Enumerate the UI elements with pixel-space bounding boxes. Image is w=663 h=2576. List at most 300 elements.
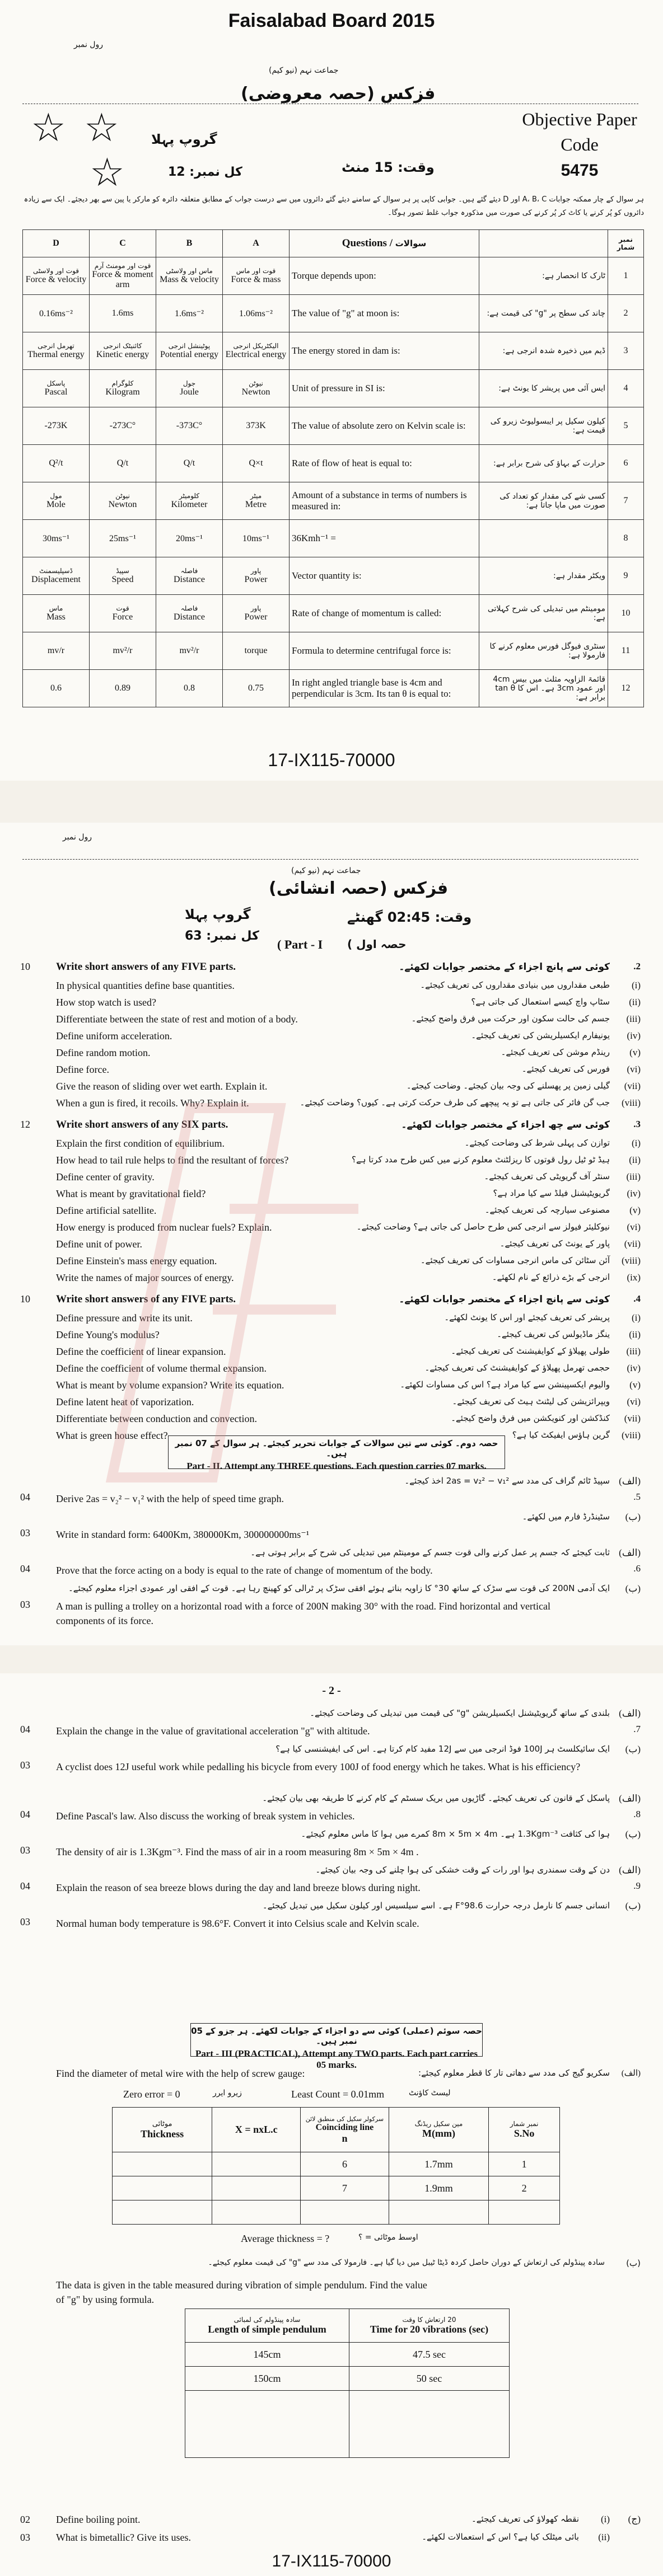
- question-text: Rate of change of momentum is called:: [290, 595, 479, 632]
- question-urdu: پریشر کی تعریف کیجئے اور اس کا یونٹ لکھئے۔: [444, 1312, 610, 1322]
- question-english: Define force.: [56, 1064, 109, 1075]
- question-urdu: نیوکلیئر فیولز سے انرجی کس طرح حاصل کی جاتی ہے؟ وضاحت کیجئے۔: [356, 1222, 610, 1232]
- table-row: [185, 2343, 510, 2367]
- question-item: [0, 1221, 663, 1237]
- long-question-english: Explain the change in the value of gravitational acceleration "g" with altitude.: [56, 1725, 370, 1737]
- option-a: 373K: [223, 407, 290, 445]
- practical-c-sub: (ج): [628, 2514, 641, 2525]
- question-item: [0, 1153, 663, 1170]
- long-question-urdu-text: دن کے وقت سمندری ہوا اور رات کے وقت خشکی کی ہوا چلنے کی وجہ بیان کیجئے۔: [315, 1865, 610, 1875]
- question-text: The energy stored in dam is:: [290, 332, 479, 370]
- long-question-urdu-text: سپیڈ ٹائم گراف کی مدد سے 2as = v₂² − v₁² اخذ کیجئے۔: [404, 1476, 610, 1486]
- option-b: mv²/r: [156, 632, 223, 670]
- long-question-number: .7: [633, 1724, 641, 1734]
- long-question-english: A cyclist does 12J useful work while pedalling his bicycle from every 100J of food energy which he takes. What is his efficiency?: [56, 1761, 581, 1772]
- long-question-urdu: [0, 1546, 663, 1563]
- question-text: Torque depends upon:: [290, 257, 479, 295]
- long-question-marks: 04: [20, 1563, 30, 1574]
- th-x: X = nxL.c: [212, 2108, 301, 2152]
- long-question-sub-urdu: (ب): [625, 1583, 641, 1594]
- option-a: قوت اور ماس Force & mass: [223, 257, 290, 295]
- question-text: Unit of pressure in SI is:: [290, 370, 479, 407]
- long-question-sub-urdu: (ب): [625, 1512, 641, 1522]
- question-item: [0, 1237, 663, 1254]
- section-marks: 12: [20, 1119, 30, 1130]
- long-question-urdu-text: ہوا کی کثافت 1.3Kgm⁻³ ہے۔ 8m × 5m × 4m کمرے میں ہوا کا ماس معلوم کیجئے۔: [301, 1829, 610, 1839]
- question-number: 2: [608, 295, 644, 332]
- question-number: 4: [608, 370, 644, 407]
- question-number: 9: [608, 557, 644, 595]
- cell-n: 6: [301, 2152, 389, 2176]
- long-question-number: .8: [633, 1809, 641, 1819]
- long-question-english: Prove that the force acting on a body is equal to the rate of change of momentum of the body.: [56, 1565, 433, 1576]
- question-item: [0, 979, 663, 996]
- long-question-marks: 04: [20, 1491, 30, 1503]
- question-english: Define center of gravity.: [56, 1171, 155, 1183]
- question-roman: (iii): [626, 1346, 641, 1357]
- cell-m: 1.7mm: [389, 2152, 488, 2176]
- long-question-english: Define Pascal's law. Also discuss the working of break system in vehicles.: [56, 1810, 355, 1822]
- practical-b-urdu: سادہ پینڈولم کی ارتعاش کے دوران حاصل کردہ ڈیٹا ٹیبل میں دیا گیا ہے۔ فارمولا کی مدد سے "g" کی قیمت معلوم کیجئے۔: [208, 2258, 605, 2267]
- long-question-marks: 03: [20, 1759, 30, 1771]
- question-english: What is meant by volume expansion? Write its equation.: [56, 1380, 284, 1391]
- question-urdu: طبعی مقداروں میں بنیادی مقداروں کی تعریف کیجئے۔: [420, 980, 610, 990]
- col-a: A: [223, 230, 290, 257]
- section-heading: [0, 1118, 663, 1134]
- long-question-urdu-text: سٹینڈرڈ فارم میں لکھئے۔: [522, 1512, 610, 1522]
- question-item: [0, 1328, 663, 1345]
- question-urdu: ایس آئی میں پریشر کا یونٹ ہے:: [479, 370, 608, 407]
- practical-c-urdu: نقطہ کھولاؤ کی تعریف کیجئے۔: [471, 2514, 579, 2524]
- question-urdu: یونیفارم ایکسیلریشن کی تعریف کیجئے۔: [471, 1030, 610, 1040]
- question-roman: (i): [631, 1138, 641, 1148]
- question-urdu: والیوم ایکسپینشن سے کیا مراد ہے؟ اس کی مساوات لکھئے۔: [400, 1380, 610, 1390]
- question-english: Define pressure and write its unit.: [56, 1312, 193, 1324]
- practical-b-english: The data is given in the table measured during vibration of simple pendulum. Find the value of "g" by using formula.: [56, 2279, 427, 2305]
- instructions: ہر سوال کے چار ممکنہ جوابات A، B، C اور D دیئے گئے ہیں۔ جوابی کاپی پر ہر سوال کے سامنے دیئے گئے دائروں میں سے درست جواب کے مطابق متعلقہ دائرہ کو مارکر یا پین سے بھر دیجئے۔ ایک سے زیادہ دائروں کو پُر کرنے یا کاٹ کر پُر کرنے کی صورت میں مذکورہ جواب غلط تصور ہوگا۔: [24, 195, 644, 217]
- option-c: کائنیٹک انرجی Kinetic energy: [90, 332, 156, 370]
- question-english: How stop watch is used?: [56, 997, 156, 1008]
- option-d: ماس Mass: [23, 595, 90, 632]
- option-a: 0.75: [223, 670, 290, 707]
- long-questions: [0, 1475, 663, 1643]
- question-english: Define artificial satellite.: [56, 1205, 157, 1216]
- section-heading: [0, 1292, 663, 1309]
- roll-no-line: [22, 859, 638, 860]
- question-number: 10: [608, 595, 644, 632]
- table-row: [113, 2176, 560, 2200]
- option-a: نیوٹن Newton: [223, 370, 290, 407]
- question-roman: (vii): [624, 1238, 641, 1249]
- question-roman: (ii): [629, 1155, 641, 1165]
- question-roman: (iv): [627, 1188, 641, 1199]
- question-roman: (v): [629, 1205, 641, 1216]
- th-thickness: موٹائی Thickness: [113, 2108, 212, 2152]
- long-question-english: The density of air is 1.3Kgm⁻³. Find the mass of air in a room measuring 8m × 5m × 4m .: [56, 1846, 419, 1857]
- option-b: فاصلہ Distance: [156, 557, 223, 595]
- question-urdu: کنڈکشن اور کنویکشن میں فرق واضح کیجئے۔: [451, 1413, 610, 1423]
- question-roman: (vi): [627, 1064, 641, 1074]
- question-item: [0, 1412, 663, 1429]
- long-question-marks: 03: [20, 1527, 30, 1538]
- question-english: Define Einstein's mass energy equation.: [56, 1255, 217, 1266]
- long-question-urdu-text: ثابت کیجئے کہ جسم پر عمل کرنے والی قوت جسم کے مومینٹم میں تبدیلی کی شرح کے برابر ہوتی ہے۔: [250, 1547, 610, 1557]
- cell-length: 145cm: [185, 2343, 349, 2367]
- question-english: Define random motion.: [56, 1047, 151, 1058]
- question-roman: (vii): [624, 1413, 641, 1424]
- question-english: Define Young's modulus?: [56, 1329, 160, 1340]
- question-urdu: طولی پھیلاؤ کے کوایفیشنٹ کی تعریف کیجئے۔: [451, 1346, 610, 1356]
- footer-code: 17-IX115-70000: [272, 2552, 391, 2570]
- long-question-urdu: [0, 1899, 663, 1916]
- least-count-urdu: لیسٹ کاؤنٹ: [409, 2089, 451, 2098]
- section-heading-urdu: کوئی سے پانچ اجزاء کے مختصر جوابات لکھئے۔: [399, 1294, 610, 1305]
- long-questions: [0, 1707, 663, 2043]
- practical-c-roman: (ii): [598, 2532, 610, 2542]
- question-urdu: قائمۃ الزاویہ مثلث میں بیس 4cm اور عمود 3cm ہے۔ اس کا tan θ برابر ہے:: [479, 670, 608, 707]
- question-urdu: گریویٹیشنل فیلڈ سے کیا مراد ہے؟: [493, 1188, 610, 1198]
- long-question-number: .9: [633, 1880, 641, 1891]
- option-b: کلومیٹر Kilometer: [156, 482, 223, 520]
- th-coinciding: سرکولر سکیل کی منطبق لائن Coinciding line n: [301, 2108, 389, 2152]
- section-heading-english: Write short answers of any FIVE parts.: [56, 1293, 236, 1305]
- section-marks: 10: [20, 1293, 30, 1305]
- question-text: Vector quantity is:: [290, 557, 479, 595]
- question-urdu: حجمی تھرمل پھیلاؤ کے کوایفیشنٹ کی تعریف کیجئے۔: [424, 1363, 610, 1373]
- long-question-urdu: [0, 1707, 663, 1724]
- question-item: [0, 1395, 663, 1412]
- cell-length: 150cm: [185, 2367, 349, 2391]
- question-urdu: کیلون سکیل پر ایبسولیوٹ زیرو کی قیمت ہے:: [479, 407, 608, 445]
- option-a: 10ms⁻¹: [223, 520, 290, 557]
- long-question-marks: 03: [20, 1599, 30, 1610]
- option-c: 1.6ms: [90, 295, 156, 332]
- question-roman: (ii): [629, 997, 641, 1007]
- practical-c-english: Define boiling point.: [56, 2514, 141, 2525]
- cell-time: 47.5 sec: [349, 2343, 510, 2367]
- question-urdu: جب گن فائر کی جاتی ہے تو یہ پیچھے کی طرف حرکت کرتی ہے۔ کیوں؟ وضاحت کیجئے۔: [300, 1097, 610, 1108]
- practical-c-item: [0, 2531, 663, 2547]
- star-icon: ☆: [90, 152, 125, 195]
- question-urdu: جسم کی حالت سکون اور حرکت میں فرق واضح کیجئے۔: [411, 1013, 610, 1024]
- option-c: قوت Force: [90, 595, 156, 632]
- long-question-sub-urdu: (الف): [619, 1793, 641, 1804]
- question-english: In physical quantities define base quantities.: [56, 980, 235, 991]
- option-d: قوت اور ولاسٹی Force & velocity: [23, 257, 90, 295]
- question-roman: (ix): [627, 1272, 641, 1283]
- question-item: [0, 1187, 663, 1204]
- practical-c: [0, 2513, 663, 2552]
- option-b: جول Joule: [156, 370, 223, 407]
- question-urdu: گرین ہاؤس ایفیکٹ کیا ہے؟: [512, 1430, 610, 1440]
- col-b: B: [156, 230, 223, 257]
- option-c: قوت اور مومنٹ آرم Force & moment arm: [90, 257, 156, 295]
- question-urdu: حرارت کے بہاؤ کی شرح برابر ہے:: [479, 445, 608, 482]
- question-english: What is meant by gravitational field?: [56, 1188, 206, 1199]
- question-item: [0, 1096, 663, 1113]
- question-item: [0, 1012, 663, 1029]
- option-b: 0.8: [156, 670, 223, 707]
- table-row: [113, 2152, 560, 2176]
- question-english: Define uniform acceleration.: [56, 1030, 172, 1041]
- question-roman: (v): [629, 1380, 641, 1390]
- question-roman: (iii): [626, 1013, 641, 1024]
- cell-n: 7: [301, 2176, 389, 2200]
- question-urdu: چاند کی سطح پر "g" کی قیمت ہے:: [479, 295, 608, 332]
- option-c: -273C°: [90, 407, 156, 445]
- col-d: D: [23, 230, 90, 257]
- long-question-sub-urdu: (الف): [619, 1547, 641, 1558]
- group-label: گروپ پہلا: [185, 907, 251, 922]
- part3-box: [190, 2023, 483, 2070]
- question-urdu: مصنوعی سیارچہ کی تعریف کیجئے۔: [484, 1205, 610, 1215]
- option-d: تھرمل انرجی Thermal energy: [23, 332, 90, 370]
- part2-box: [168, 1435, 505, 1469]
- question-urdu: سنٹر آف گریویٹی کی تعریف کیجئے۔: [484, 1171, 610, 1181]
- subject-title: فزکس (حصہ معروضی): [241, 84, 436, 104]
- section-qno: .3: [633, 1119, 641, 1129]
- question-urdu: پاور کے یونٹ کی تعریف کیجئے۔: [499, 1238, 610, 1249]
- option-b: 20ms⁻¹: [156, 520, 223, 557]
- option-d: مول Mole: [23, 482, 90, 520]
- option-c: mv²/r: [90, 632, 156, 670]
- long-question-urdu: [0, 1864, 663, 1880]
- question-row: [23, 520, 644, 557]
- option-d: 0.16ms⁻²: [23, 295, 90, 332]
- question-roman: (v): [629, 1047, 641, 1058]
- option-c: 0.89: [90, 670, 156, 707]
- question-text: The value of "g" at moon is:: [290, 295, 479, 332]
- long-question-marks: 04: [20, 1809, 30, 1820]
- question-english: Define unit of power.: [56, 1238, 142, 1250]
- question-number: 12: [608, 670, 644, 707]
- practical-a-english: Find the diameter of metal wire with the help of screw gauge:: [56, 2068, 305, 2079]
- question-item: [0, 1362, 663, 1378]
- time-label: وقت: 02:45 گھنٹے: [347, 909, 472, 925]
- option-b: پوٹینشل انرجی Potential energy: [156, 332, 223, 370]
- option-b: فاصلہ Distance: [156, 595, 223, 632]
- section-qno: .4: [633, 1293, 641, 1304]
- part-urdu: حصہ اول ): [347, 937, 407, 951]
- practical-c-english: What is bimetallic? Give its uses.: [56, 2532, 191, 2543]
- question-english: Define the coefficient of linear expansion.: [56, 1346, 226, 1357]
- long-question-english: Explain the reason of sea breeze blows during the day and land breeze blows during night.: [56, 1882, 421, 1893]
- question-english: Define latent heat of vaporization.: [56, 1396, 194, 1407]
- question-roman: (i): [631, 1312, 641, 1323]
- long-question-urdu: [0, 1743, 663, 1759]
- question-item: [0, 1204, 663, 1221]
- long-question-marks: 03: [20, 1916, 30, 1927]
- question-roman: (vii): [624, 1081, 641, 1091]
- objective-paper-page: [0, 0, 663, 781]
- section-heading-english: Write short answers of any FIVE parts.: [56, 961, 236, 973]
- subject-title: فزکس (حصہ انشائی): [269, 879, 449, 898]
- paper-code: 5475: [561, 161, 599, 180]
- option-d: 0.6: [23, 670, 90, 707]
- option-c: کلوگرام Kilogram: [90, 370, 156, 407]
- long-question-sub-urdu: (ب): [625, 1829, 641, 1840]
- roll-no-label: رول نمبر: [62, 833, 92, 842]
- zero-error-urdu: زیرو ایرر: [213, 2089, 242, 2098]
- star-icon: ☆: [84, 107, 119, 150]
- question-roman: (iii): [626, 1171, 641, 1182]
- cell-time: 50 sec: [349, 2367, 510, 2391]
- part2-urdu: حصہ دوم۔ کوئی سے تین سوالات کے جوابات تحریر کیجئے۔ ہر سوال کے 07 نمبر ہیں۔: [175, 1438, 498, 1458]
- question-roman: (viii): [622, 1430, 641, 1441]
- long-question-urdu: [0, 1510, 663, 1527]
- long-question-marks: 03: [20, 1845, 30, 1856]
- option-b: 1.6ms⁻²: [156, 295, 223, 332]
- question-roman: (ii): [629, 1329, 641, 1340]
- question-english: How head to tail rule helps to find the resultant of forces?: [56, 1155, 289, 1166]
- option-d: Q²/t: [23, 445, 90, 482]
- practical-c-marks: 02: [20, 2514, 30, 2525]
- question-row: [23, 257, 644, 295]
- pendulum-table: [185, 2308, 510, 2458]
- question-urdu: رینڈم موشن کی تعریف کیجئے۔: [501, 1047, 610, 1057]
- question-number: 8: [608, 520, 644, 557]
- question-urdu: سنٹری فیوگل فورس معلوم کرنے کا فارمولا ہے:: [479, 632, 608, 670]
- question-english: When a gun is fired, it recoils. Why? Explain it.: [56, 1097, 249, 1109]
- question-number: 3: [608, 332, 644, 370]
- section-heading-urdu: کوئی سے چھ اجزاء کے مختصر جوابات لکھئے۔: [401, 1119, 610, 1130]
- part2-english: Part - II. Attempt any THREE questions. Each question carries 07 marks.: [186, 1461, 487, 1471]
- long-question-number: .6: [633, 1563, 641, 1574]
- section-heading-urdu: کوئی سے پانچ اجزاء کے مختصر جوابات لکھئے۔: [399, 961, 610, 973]
- part3-english: Part - III (PRACTICAL), Attempt any TWO parts. Each part carries 05 marks.: [195, 2048, 478, 2070]
- question-english: Define the coefficient of volume thermal expansion.: [56, 1363, 267, 1374]
- question-text: Rate of flow of heat is equal to:: [290, 445, 479, 482]
- question-number: 11: [608, 632, 644, 670]
- question-english: Write the names of major sources of energy.: [56, 1272, 234, 1283]
- question-urdu: ڈیم میں ذخیرہ شدہ انرجی ہے:: [479, 332, 608, 370]
- section-heading: [0, 960, 663, 977]
- question-urdu: توازن کی پہلی شرط کی وضاحت کیجئے۔: [464, 1138, 610, 1148]
- cell-sno: 2: [489, 2176, 560, 2200]
- question-english: Explain the first condition of equilibrium.: [56, 1138, 225, 1149]
- col-questions: Questions / سوالات: [290, 230, 479, 257]
- question-item: [0, 1170, 663, 1187]
- long-question-english: Write in standard form: 6400Km, 380000Km, 300000000ms⁻¹: [56, 1529, 310, 1540]
- practical-b-sub: (ب): [626, 2258, 641, 2268]
- practical-c-marks: 03: [20, 2532, 30, 2543]
- long-question-sub-urdu: (ب): [625, 1744, 641, 1754]
- section-heading-english: Write short answers of any SIX parts.: [56, 1119, 228, 1130]
- question-roman: (iv): [627, 1363, 641, 1373]
- question-roman: (vi): [627, 1396, 641, 1407]
- option-c: سپیڈ Speed: [90, 557, 156, 595]
- question-text: Formula to determine centrifugal force is:: [290, 632, 479, 670]
- question-text: In right angled triangle base is 4cm and perpendicular is 3cm. Its tan θ is equal to:: [290, 670, 479, 707]
- question-roman: (iv): [627, 1030, 641, 1041]
- question-row: [23, 445, 644, 482]
- question-number: 7: [608, 482, 644, 520]
- long-question-urdu-text: پاسکل کے قانون کی تعریف کیجئے۔ گاڑیوں میں بریک سسٹم کے کام کرنے کا طریقہ بھی بیان کیجئے۔: [262, 1793, 610, 1803]
- th-length: سادہ پینڈولم کی لمبائی Length of simple pendulum: [185, 2309, 349, 2343]
- objective-table: [22, 229, 644, 707]
- average-thickness: Average thickness = ?: [241, 2233, 330, 2244]
- section-qno: .2: [633, 961, 641, 972]
- question-urdu: ٹارک کا انحصار ہے:: [479, 257, 608, 295]
- question-number: 1: [608, 257, 644, 295]
- question-item: [0, 1080, 663, 1096]
- option-b: Q/t: [156, 445, 223, 482]
- footer-code: 17-IX115-70000: [268, 750, 395, 770]
- option-a: میٹر Metre: [223, 482, 290, 520]
- question-row: [23, 332, 644, 370]
- question-item: [0, 1271, 663, 1288]
- option-c: Q/t: [90, 445, 156, 482]
- question-roman: (viii): [622, 1255, 641, 1266]
- option-d: mv/r: [23, 632, 90, 670]
- question-urdu: سٹاپ واچ کیسے استعمال کی جاتی ہے؟: [471, 997, 610, 1007]
- question-urdu: انرجی کے بڑے ذرائع کے نام لکھئے۔: [492, 1272, 610, 1282]
- long-question-marks: 04: [20, 1724, 30, 1735]
- zero-error: Zero error = 0: [123, 2089, 180, 2100]
- question-row: [23, 295, 644, 332]
- long-question-sub-urdu: (الف): [619, 1476, 641, 1486]
- long-question-urdu-text: بلندی کے ساتھ گریویٹیشنل ایکسیلریشن "g" کی قیمت میں تبدیلی کی وضاحت کیجئے۔: [310, 1708, 610, 1718]
- subjective-paper-page-2: [0, 1673, 663, 2576]
- option-a: Q×t: [223, 445, 290, 482]
- question-roman: (i): [631, 980, 641, 991]
- long-question-urdu-text: انسانی جسم کا نارمل درجہ حرارت 98.6°F ہے۔ اسے سیلسیس اور کیلون سکیل میں تبدیل کیجئے۔: [262, 1901, 610, 1911]
- th-sno: نمبر شمار S.No: [489, 2108, 560, 2152]
- subjective-paper-page: [0, 823, 663, 1645]
- question-number: 5: [608, 407, 644, 445]
- question-english: Differentiate between the state of rest and motion of a body.: [56, 1013, 298, 1025]
- star-icon: ☆: [31, 107, 66, 150]
- option-a: torque: [223, 632, 290, 670]
- col-questions-urdu: [479, 230, 608, 257]
- practical-c-roman: (i): [600, 2514, 610, 2525]
- question-item: [0, 1378, 663, 1395]
- question-row: [23, 482, 644, 520]
- question-text: 36Kmh⁻¹ =: [290, 520, 479, 557]
- cell-sno: 1: [489, 2152, 560, 2176]
- part3-urdu: حصہ سوئم (عملی) کوئی سے دو اجزاء کے جوابات لکھئے۔ ہر جزو کے 05 نمبر ہیں۔: [191, 2026, 482, 2046]
- question-number: 6: [608, 445, 644, 482]
- option-b: -373C°: [156, 407, 223, 445]
- long-question-sub-urdu: (الف): [619, 1865, 641, 1875]
- question-english: How energy is produced from nuclear fuels? Explain.: [56, 1222, 272, 1233]
- question-item: [0, 1137, 663, 1153]
- long-question-urdu: [0, 1792, 663, 1809]
- question-text: Amount of a substance in terms of numbers is measured in:: [290, 482, 479, 520]
- long-question-number: .5: [633, 1491, 641, 1502]
- long-question-urdu: [0, 1828, 663, 1845]
- cell-m: 1.9mm: [389, 2176, 488, 2200]
- practical-c-urdu: بائی میٹلک کیا ہے؟ اس کے استعمالات لکھئے۔: [422, 2532, 579, 2542]
- option-d: ڈسپلیسمنٹ Displacement: [23, 557, 90, 595]
- marks-label: کل نمبر: 12: [168, 165, 242, 179]
- th-time: 20 ارتعاش کا وقت Time for 20 vibrations (sec): [349, 2309, 510, 2343]
- long-question-english: Derive 2as = v₂² − v₁² with the help of speed time graph.: [56, 1493, 284, 1504]
- option-a: الیکٹریکل انرجی Electrical energy: [223, 332, 290, 370]
- long-question-sub-urdu: (ب): [625, 1901, 641, 1911]
- question-urdu: گیلی زمین پر پھسلنے کی وجہ بیان کیجئے۔ وضاحت کیجئے۔: [406, 1081, 610, 1091]
- col-no: نمبر شمار: [608, 230, 644, 257]
- question-urdu: کسی شے کی مقدار کو تعداد کی صورت میں ماپا جاتا ہے:: [479, 482, 608, 520]
- option-c: 25ms⁻¹: [90, 520, 156, 557]
- question-item: [0, 1311, 663, 1328]
- screw-gauge-table: [112, 2107, 560, 2225]
- paper-code-label: Code: [561, 134, 599, 154]
- question-item: [0, 1063, 663, 1080]
- question-text: The value of absolute zero on Kelvin scale is:: [290, 407, 479, 445]
- option-a: پاور Power: [223, 595, 290, 632]
- long-question-urdu: [0, 1475, 663, 1491]
